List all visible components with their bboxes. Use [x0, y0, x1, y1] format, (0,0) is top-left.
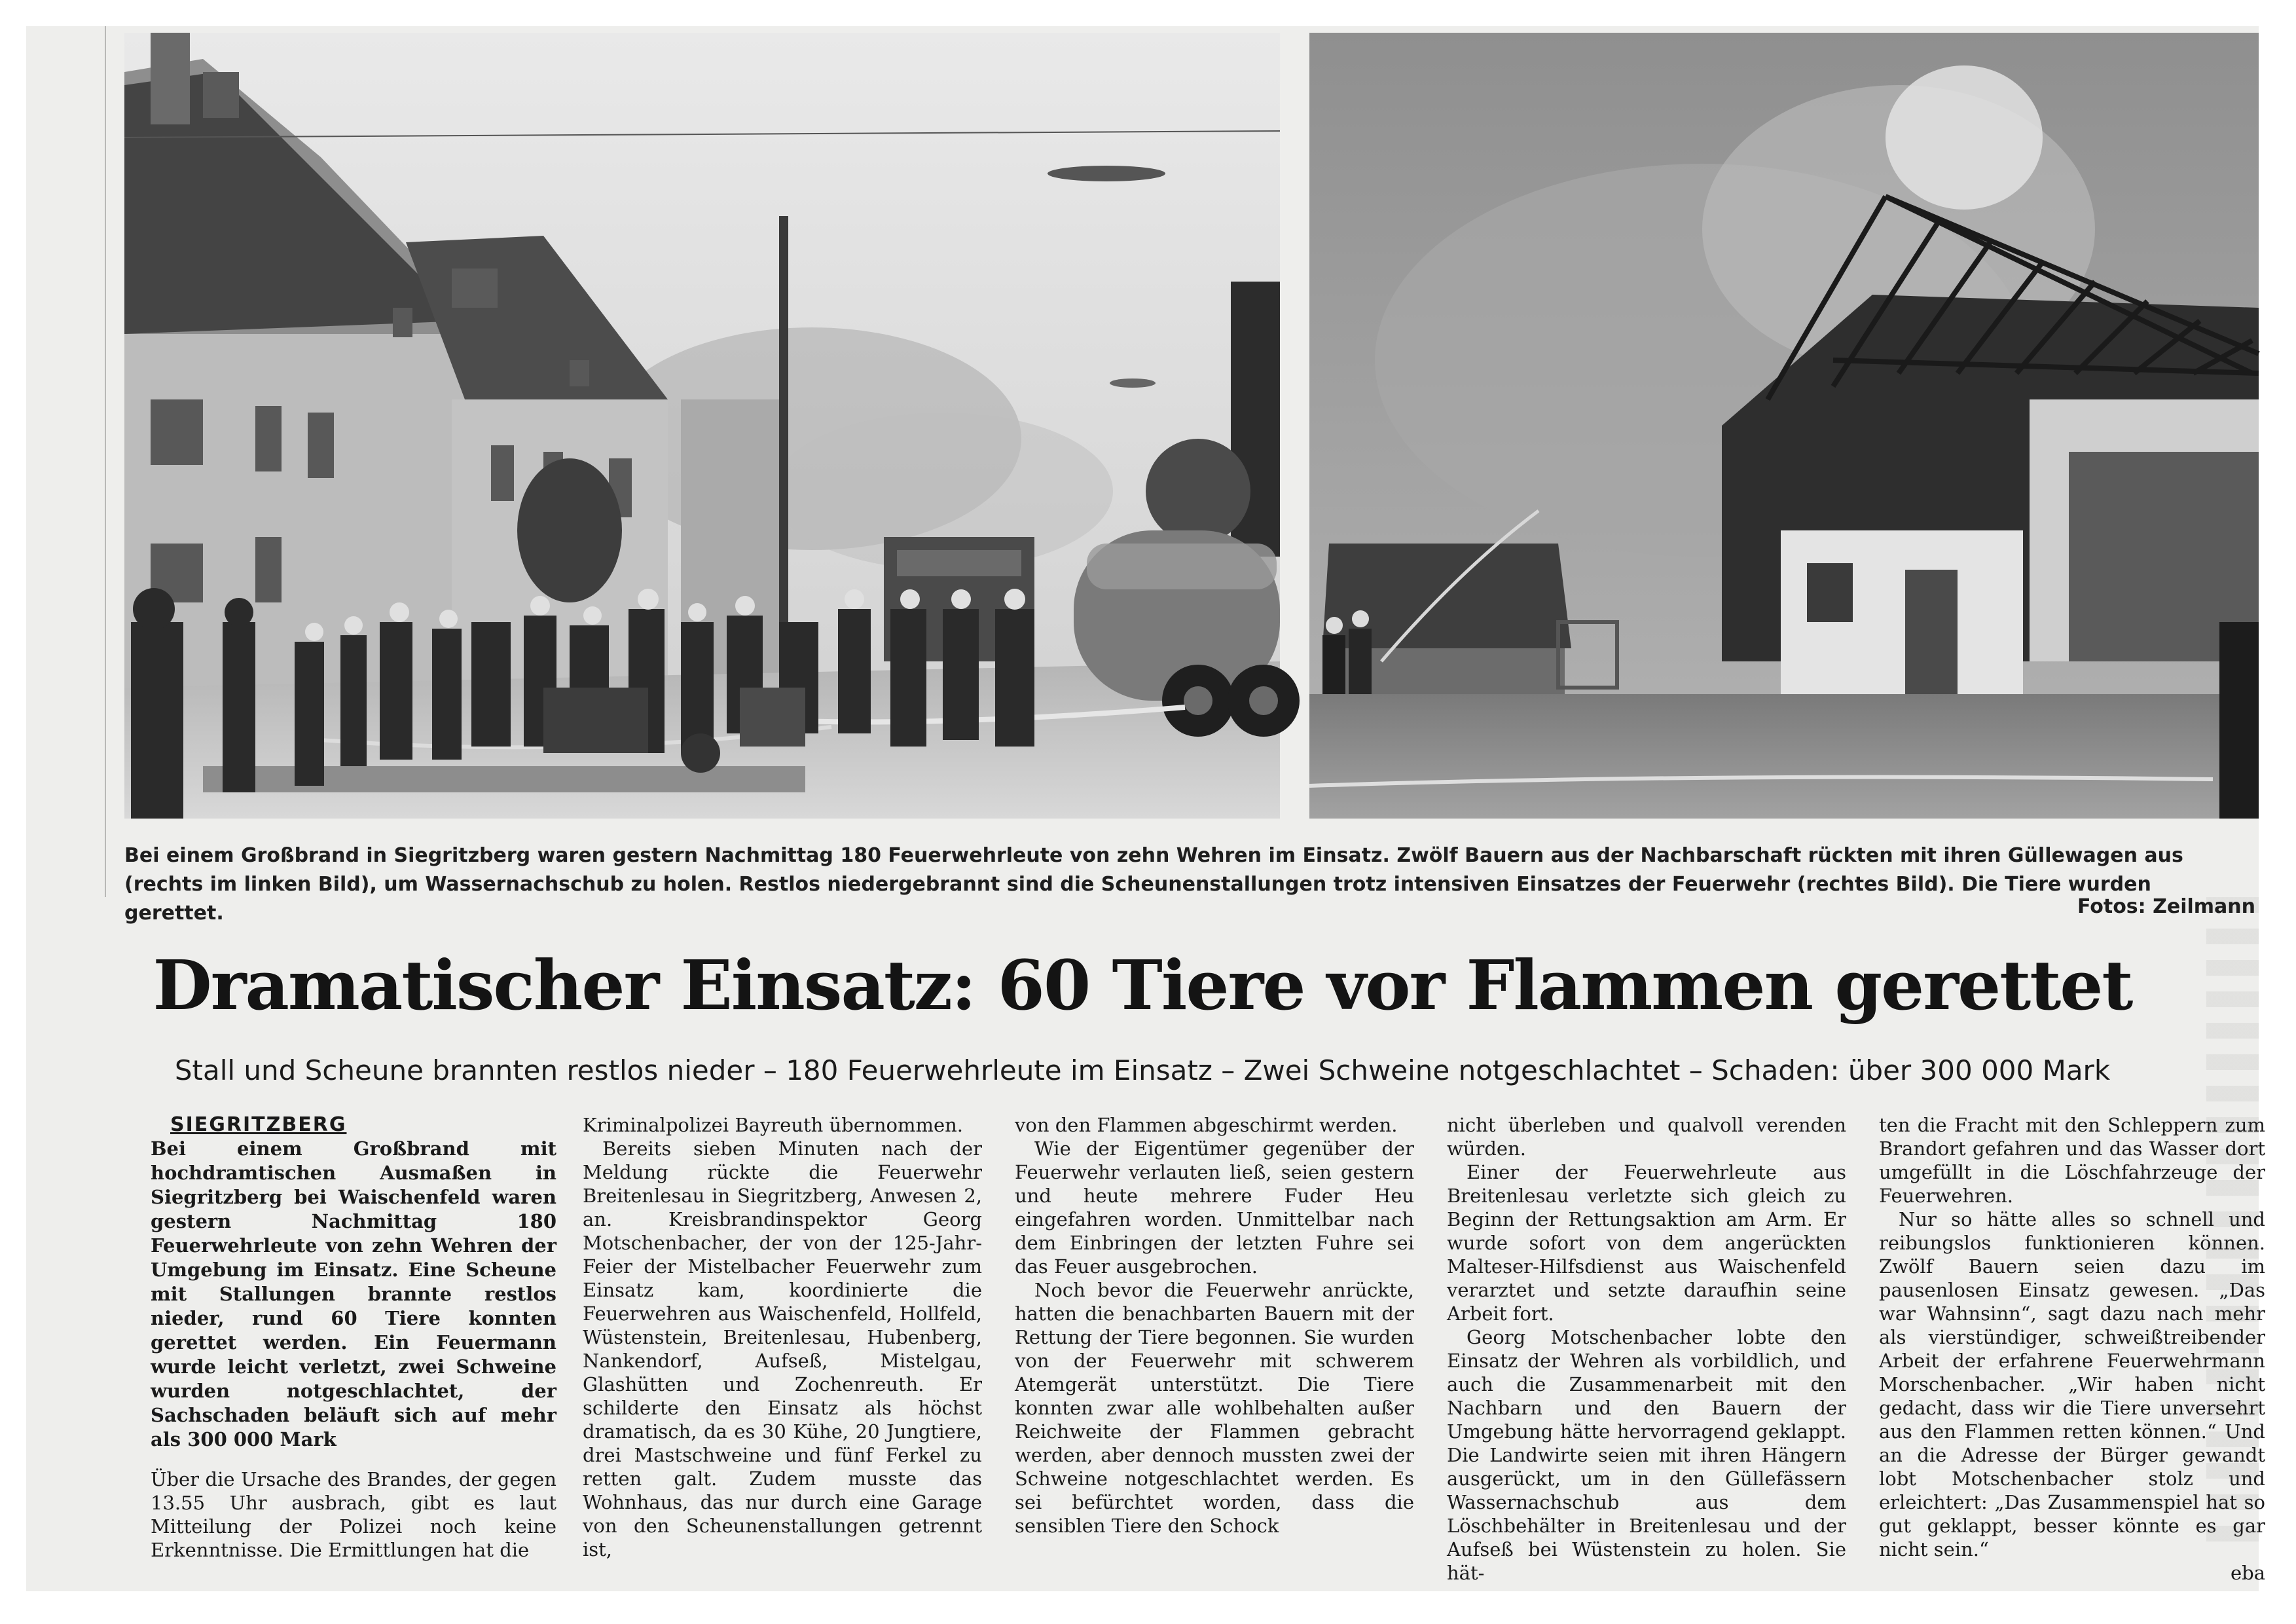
article-paragraph: Einer der Feuerwehrleute aus Breitenlesau verletzte sich gleich zu Beginn der Rettungsaktion am Arm. Er wurde sofort von dem angerückten Malteser-Hilfsdienst aus Waischenfeld verarztet und setzte daraufhin seine Arbeit fort. [1447, 1161, 1846, 1325]
column-rule [105, 26, 106, 897]
article-lead: Bei einem Großbrand mit hochdramtischen Ausmaßen in Siegritzberg bei Waischenfeld waren gestern Nachmittag 180 Feuerwehrleute von zehn Wehren der Umgebung im Einsatz. Eine Scheune mit Stallungen brannte restlos nieder, rund 60 Tiere konnten gerettet werden. Ein Feuermann wurde leicht verletzt, zwei Schweine wurden notgeschlachtet, der Sachschaden beläuft sich auf mehr als 300 000 Mark [151, 1137, 556, 1450]
article-column-5 [1879, 1113, 2265, 1585]
photo-firefighters-street [124, 33, 1280, 819]
article-column-3 [1015, 1113, 1414, 1538]
article-paragraph: Kriminalpolizei Bayreuth übernommen. [583, 1114, 964, 1136]
photo-firefighters-street-image [124, 33, 1280, 819]
article-paragraph: Georg Motschenbacher lobte den Einsatz der Wehren als vorbildlich, und auch die Zusammenarbeit mit den Nachbarn und den Bauern der Umgebung hätte hervorragend geklappt. Die Landwirte seien mit ihren Hängern ausgerückt, um in den Güllefässern Wassernachschub aus dem Löschbehälter in Breitenlesau und der Aufseß bei Wüstenstein zu holen. Sie hät- [1447, 1326, 1846, 1584]
photo-burning-barn [1309, 33, 2259, 819]
article-dateline: SIEGRITZBERG [170, 1113, 347, 1136]
article-paragraph: Noch bevor die Feuerwehr anrückte, hatten die benachbarten Bauern mit der Rettung der Tiere begonnen. Sie wurden von der Feuerwehr mit schwerem Atemgerät unterstützt. Die Tiere konnten zwar alle wohlbehalten außer Reichweite der Flammen gebracht werden, aber dennoch mussten zwei der Schweine notgeschlachtet werden. Es sei befürchtet worden, dass die sensiblen Tiere den Schock [1015, 1279, 1414, 1537]
article-paragraph: ten die Fracht mit den Schleppern zum Brandort gefahren und das Wasser dort umgefüllt in die Löschfahrzeuge der Feuerwehren. [1879, 1114, 2265, 1207]
article-column-1 [151, 1113, 556, 1562]
article-paragraph: Bereits sieben Minuten nach der Meldung rückte die Feuerwehr Breitenlesau in Siegritzberg, Anwesen 2, an. Kreisbrandinspektor Georg Motschenbacher, der von der 125-Jahr-Feier der Mistelbacher Feuerwehr zum Einsatz kam, koordinierte die Feuerwehren aus Waischenfeld, Hollfeld, Wüstenstein, Breitenlesau, Hubenberg, Nankendorf, Aufseß, Mistelgau, Glashütten und Zochenreuth. Er schilderte den Einsatz als höchst dramatisch, da es 30 Kühe, 20 Jungtiere, drei Mastschweine und fünf Ferkel zu retten galt. Zudem musste das Wohnhaus, das nur durch eine Garage von den Scheunenstallungen getrennt ist, [583, 1137, 982, 1560]
article-body [26, 1113, 2265, 1584]
newspaper-clipping [26, 26, 2265, 1591]
photo-caption-text: Bei einem Großbrand in Siegritzberg waren gestern Nachmittag 180 Feuerwehrleute von zehn Wehren im Einsatz. Zwölf Bauern aus der Nachbarschaft rückten mit ihren Güllewagen aus (rechts im linken Bild), um Wassernachschub zu holen. Restlos niedergebrannt sind die Scheunenstallungen trotz intensiven Einsatzes der Feuerwehr (rechtes Bild). Die Tiere wurden gerettet. [124, 844, 2183, 925]
article-paragraph: Wie der Eigentümer gegenüber der Feuerwehr verlauten ließ, seien gestern und heute mehrere Fuder Heu eingefahren worden. Unmittelbar nach dem Einbringen der letzten Fuhre sei das Feuer ausgebrochen. [1015, 1137, 1414, 1278]
photo-burning-barn-image [1309, 33, 2259, 819]
article-column-4 [1447, 1113, 1846, 1585]
article-paragraph: nicht überleben und qualvoll verenden würden. [1447, 1114, 1846, 1160]
article-paragraph: Nur so hätte alles so schnell und reibungslos funktionieren können. Zwölf Bauern seien dazu im pausenlosen Einsatz gewesen. „Das war Wahnsinn“, sagt dazu nach mehr als vierstündiger, schweißtreibender Arbeit der erfahrene Feuerwehrmann Morschenbacher. „Wir haben nicht gedacht, dass wir die Tiere unversehrt aus den Flammen retten können.“ Und an die Adresse der Bürger gewandt lobt Motschenbacher stolz und erleichtert: „Das Zusammenspiel hat so gut geklappt, besser könnte es gar nicht sein.“ [1879, 1208, 2265, 1560]
article-column-2 [583, 1113, 982, 1561]
author-signoff: eba [2230, 1562, 2265, 1584]
article-paragraph: von den Flammen abgeschirmt werden. [1015, 1114, 1398, 1136]
article-subheadline: Stall und Scheune brannten restlos nieder – 180 Feuerwehrleute im Einsatz – Zwei Schweine notgeschlachtet – Schaden: über 300 000 Mark [174, 1054, 2111, 1086]
article-headline: Dramatischer Einsatz: 60 Tiere vor Flammen gerettet [153, 945, 2132, 1025]
photo-credit: Fotos: Zeilmann [2077, 895, 2255, 918]
photo-caption [124, 841, 2255, 927]
article-paragraph: Über die Ursache des Brandes, der gegen 13.55 Uhr ausbrach, gibt es laut Mitteilung der Polizei noch keine Erkenntnisse. Die Ermittlungen hat die [151, 1468, 556, 1561]
